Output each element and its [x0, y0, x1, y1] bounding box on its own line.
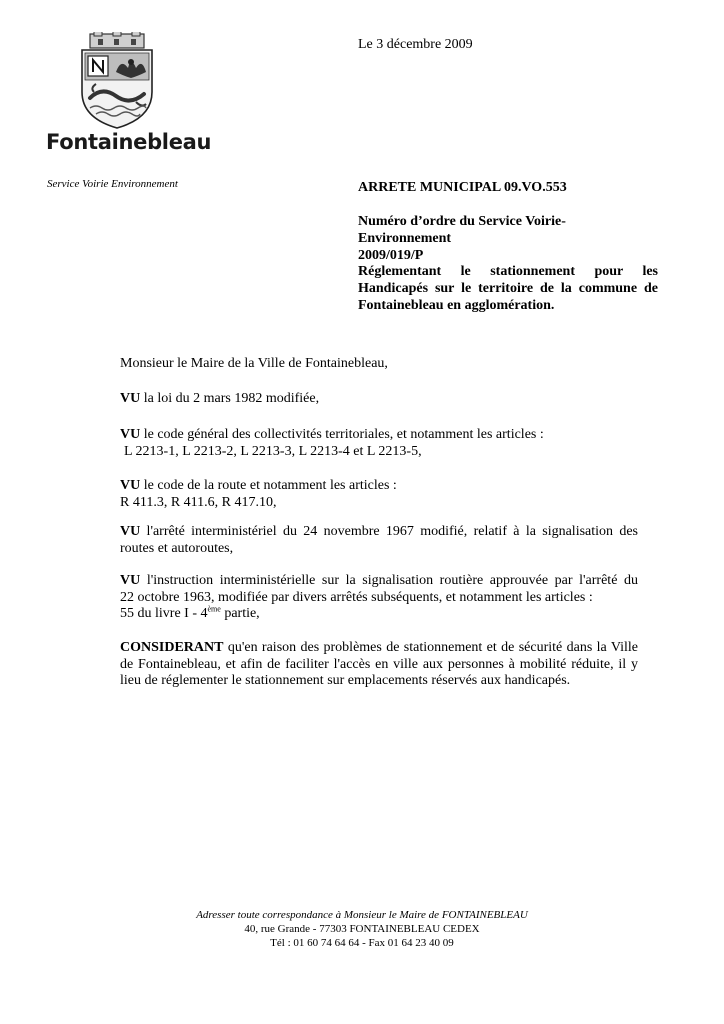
vu-paragraph-4 — [120, 524, 638, 557]
considerant-paragraph — [120, 640, 638, 690]
order-number-line-2: 2009/019/P — [358, 248, 424, 263]
vu-paragraph-5 — [120, 573, 638, 623]
document-date: Le 3 décembre 2009 — [358, 37, 473, 52]
vu-text-line-3: 55 du livre I - 4ème partie, — [120, 604, 260, 621]
vu-text: le code de la route et notamment les articles : — [140, 478, 397, 493]
footer — [0, 908, 724, 950]
footer-phone-fax: Tél : 01 60 74 64 64 - Fax 01 64 23 40 09 — [270, 937, 454, 949]
vu-keyword: VU — [120, 427, 141, 442]
superscript: ème — [207, 604, 221, 614]
order-number-line-1: Numéro d’ordre du Service Voirie-Environnement — [358, 214, 566, 246]
vu-paragraph-3 — [120, 478, 638, 511]
order-number — [358, 213, 658, 264]
service-name: Service Voirie Environnement — [47, 178, 178, 190]
vu-keyword: VU — [120, 478, 141, 493]
vu-text: l'instruction interministérielle sur la signalisation routière approuvée par l'arrêté du — [140, 573, 638, 588]
considerant-keyword: CONSIDERANT — [120, 640, 224, 655]
vu-keyword: VU — [120, 573, 141, 588]
vu-paragraph-1 — [120, 391, 638, 408]
vu-text: le code général des collectivités territoriales, et notamment les articles : — [140, 427, 544, 442]
considerant-text: qu'en raison des problèmes de stationnement et de sécurité dans la Ville de Fontainebleau, et afin de faciliter l'accès en ville aux personnes à mobilité réduite, il y lieu de réglementer le stationnement sur emplacements réservés aux handicapés. — [120, 640, 638, 688]
arrete-subject: Réglementant le stationnement pour les Handicapés sur le territoire de la commune de Fontainebleau en agglomération. — [358, 264, 658, 313]
arrete-title: ARRETE MUNICIPAL 09.VO.553 — [358, 180, 567, 195]
greeting: Monsieur le Maire de la Ville de Fontainebleau, — [120, 356, 388, 371]
footer-address: 40, rue Grande - 77303 FONTAINEBLEAU CEDEX — [244, 923, 480, 935]
vu-articles: R 411.3, R 411.6, R 417.10, — [120, 494, 277, 510]
vu-text: l'arrêté interministériel du 24 novembre 1967 modifié, relatif à la signalisation des routes et autoroutes, — [120, 524, 638, 556]
vu-paragraph-2 — [120, 427, 638, 460]
footer-correspondence: Adresser toute correspondance à Monsieur le Maire de FONTAINEBLEAU — [196, 909, 528, 921]
vu-keyword: VU — [120, 524, 141, 539]
vu-articles: L 2213-1, L 2213-2, L 2213-3, L 2213-4 et L 2213-5, — [124, 443, 422, 459]
vu-keyword: VU — [120, 391, 141, 406]
coat-of-arms-icon — [76, 32, 158, 130]
vu-text: la loi du 2 mars 1982 modifiée, — [140, 391, 320, 406]
vu-text-line-2: 22 octobre 1963, modifiée par divers arrêtés subséquents, et notamment les articles : — [120, 589, 593, 605]
logo-wordmark: Fontainebleau — [46, 130, 212, 154]
